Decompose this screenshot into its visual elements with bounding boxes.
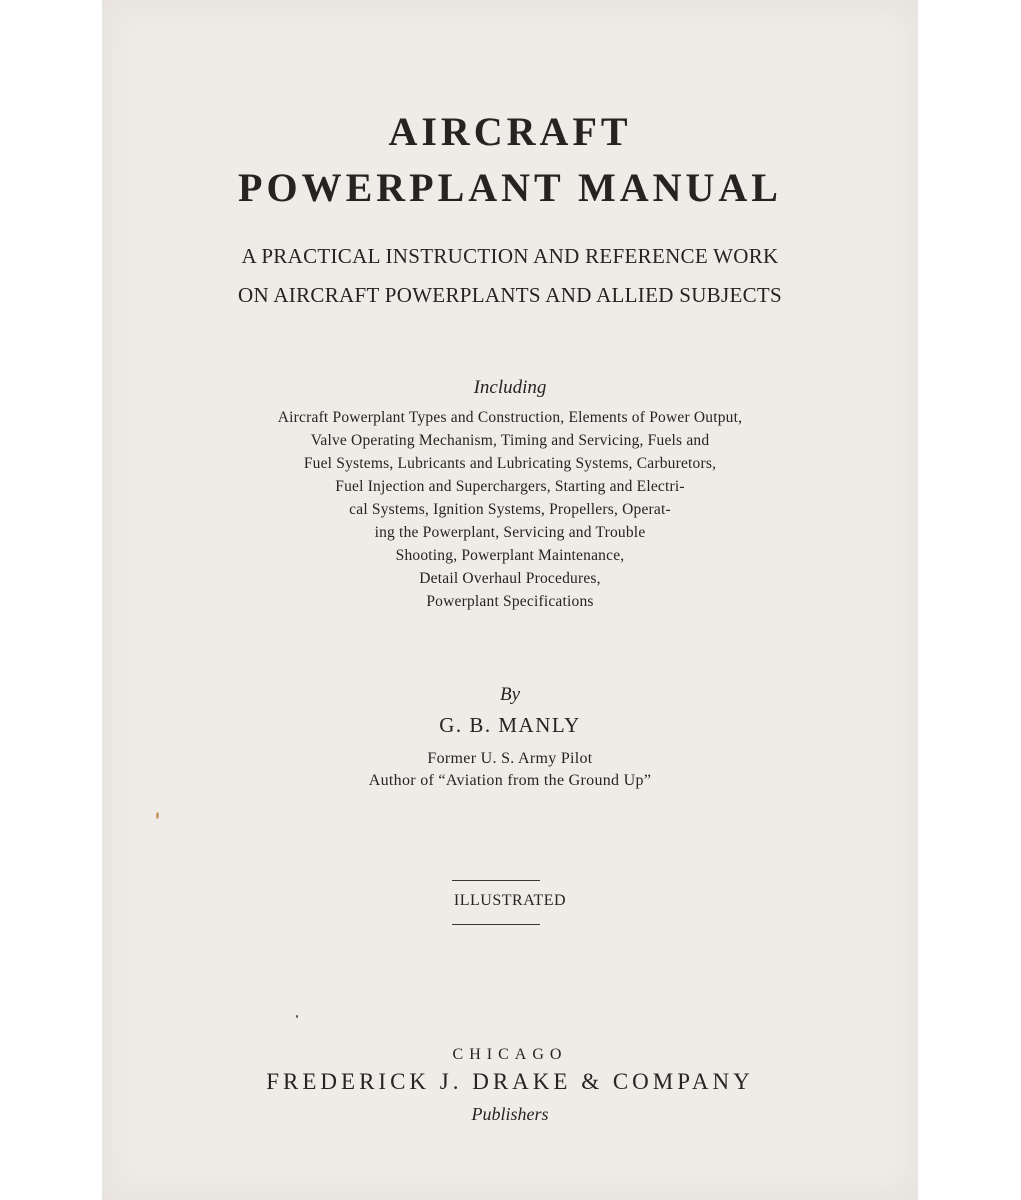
topic-line: Fuel Systems, Lubricants and Lubricating Systems, Carburetors,: [303, 455, 717, 472]
author-credential-2: Author of “Aviation from the Ground Up”: [368, 772, 652, 789]
title-page: [102, 0, 918, 1200]
topic-line: Fuel Injection and Superchargers, Starting and Electri-: [335, 478, 685, 495]
topic-line: Valve Operating Mechanism, Timing and Servicing, Fuels and: [310, 432, 710, 449]
book-title-line-2: POWERPLANT MANUAL: [238, 165, 782, 210]
publisher-name: FREDERICK J. DRAKE & COMPANY: [266, 1069, 754, 1094]
book-title-line-1: AIRCRAFT: [388, 109, 632, 154]
paper-speck: [296, 1015, 298, 1018]
author-name: G. B. MANLY: [439, 713, 581, 737]
paper-speck: [156, 812, 159, 819]
topic-line: cal Systems, Ignition Systems, Propellers, Operat-: [349, 501, 671, 518]
publishers-label: Publishers: [471, 1104, 549, 1124]
topic-line: Aircraft Powerplant Types and Construction, Elements of Power Output,: [277, 409, 743, 426]
including-label: Including: [473, 377, 547, 398]
illustrated-label: ILLUSTRATED: [453, 892, 567, 909]
author-credential-1: Former U. S. Army Pilot: [427, 750, 593, 767]
subtitle-line-1: A PRACTICAL INSTRUCTION AND REFERENCE WORK: [241, 244, 779, 268]
divider-top: [452, 880, 540, 881]
by-label: By: [499, 684, 521, 705]
topic-line: ing the Powerplant, Servicing and Trouble: [374, 524, 646, 541]
subtitle-line-2: ON AIRCRAFT POWERPLANTS AND ALLIED SUBJECTS: [238, 283, 782, 307]
topic-line: Powerplant Specifications: [426, 593, 594, 610]
topic-line: Shooting, Powerplant Maintenance,: [395, 547, 625, 564]
topics-list: [102, 406, 918, 613]
imprint-city: CHICAGO: [452, 1046, 568, 1063]
divider-bottom: [452, 924, 540, 925]
topic-line: Detail Overhaul Procedures,: [419, 570, 601, 587]
